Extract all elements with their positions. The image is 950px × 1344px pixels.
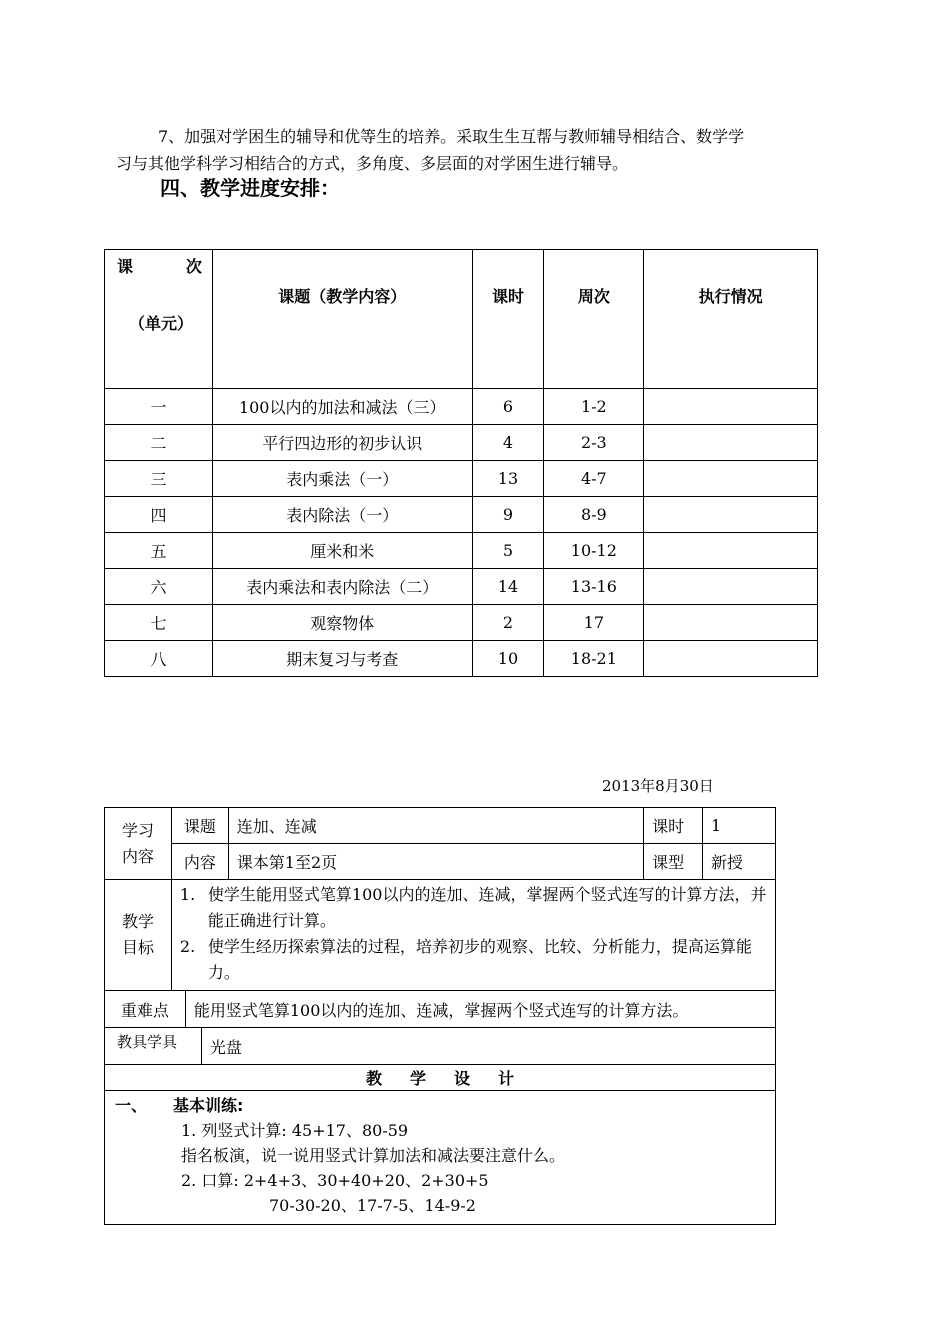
item-2-continued: 70-30-20、17-7-5、14-9-2 [269,1196,476,1215]
lesson-row-content [105,844,776,880]
cell-topic: 表内乘法（一） [212,461,472,497]
key-points-label: 重难点 [105,991,186,1028]
cell-hours: 13 [472,461,544,497]
cell-unit: 三 [105,461,213,497]
teaching-design-body [105,1091,776,1225]
tools-value: 光盘 [201,1028,775,1065]
design-char: 学 [409,1069,426,1088]
cell-unit: 四 [105,497,213,533]
schedule-row [105,569,818,605]
lesson-row-goals [105,880,776,991]
cell-hours: 4 [472,425,544,461]
intro-line-2: 习与其他学科学习相结合的方式，多角度、多层面的对学困生进行辅导。 [116,154,629,173]
study-label-1: 学习 [121,820,154,840]
cell-topic: 100以内的加法和减法（三） [212,389,472,425]
cell-status [644,425,818,461]
cell-status [644,533,818,569]
cell-weeks: 4-7 [544,461,644,497]
cell-topic: 表内除法（一） [212,497,472,533]
header-ke: 课 [117,257,134,276]
goal-number: 1. [179,885,196,904]
cell-weeks: 8-9 [544,497,644,533]
cell-hours: 2 [472,605,544,641]
cell-weeks: 13-16 [544,569,644,605]
goal-item [180,882,769,934]
cell-status [644,605,818,641]
goals-label-1: 教学 [121,912,154,931]
header-unit: （单元） [129,314,194,333]
cell-weeks: 2-3 [544,425,644,461]
goal-number: 2. [179,937,196,956]
schedule-row [105,533,818,569]
cell-status [644,497,818,533]
topic-label: 课题 [171,808,228,844]
study-label-2: 内容 [121,846,154,866]
cell-status [644,389,818,425]
lesson-row-tools [105,1028,776,1065]
cell-topic: 期末复习与考查 [212,641,472,677]
goals-label-2: 目标 [121,938,154,957]
intro-line-1: 7、加强对学困生的辅导和优等生的培养。采取生生互帮与教师辅导相结合、数学学 [158,127,745,146]
schedule-header-row [105,250,818,389]
hours-label: 课时 [644,808,703,844]
goal-text: 使学生经历探索算法的过程，培养初步的观察、比较、分析能力，提高运算能力。 [207,937,752,982]
hours-value: 1 [703,808,776,844]
header-topic: 课题（教学内容） [212,250,472,389]
item-2: 2. 口算: 2+4+3、30+40+20、2+30+5 [181,1171,489,1190]
cell-weeks: 10-12 [544,533,644,569]
section-1-title: 基本训练: [173,1096,244,1115]
section-heading: 四、教学进度安排： [160,176,340,200]
cell-status [644,641,818,677]
cell-hours: 9 [472,497,544,533]
cell-unit: 八 [105,641,213,677]
document-date: 2013年8月30日 [602,777,714,795]
header-hours: 课时 [472,250,544,389]
cell-topic: 观察物体 [212,605,472,641]
goals-content [171,880,775,991]
lesson-row-key [105,991,776,1028]
schedule-row [105,497,818,533]
goal-text: 使学生能用竖式笔算100以内的连加、连减，掌握两个竖式连写的计算方法，并能正确进行计算。 [207,885,767,930]
item-1-note: 指名板演，说一说用竖式计算加法和减法要注意什么。 [181,1146,566,1165]
goal-item [180,934,769,986]
key-points-value: 能用竖式笔算100以内的连加、连减，掌握两个竖式连写的计算方法。 [185,991,775,1028]
cell-status [644,461,818,497]
schedule-row [105,461,818,497]
study-content-label [105,808,172,880]
cell-unit: 一 [105,389,213,425]
design-char: 计 [498,1069,515,1088]
cell-hours: 10 [472,641,544,677]
content-value: 课本第1至2页 [228,844,643,880]
cell-hours: 6 [472,389,544,425]
cell-unit: 六 [105,569,213,605]
intro-paragraph [116,123,840,177]
header-ci: 次 [185,257,202,276]
design-char: 设 [454,1069,471,1088]
header-weeks: 周次 [544,250,644,389]
lesson-row-body [105,1091,776,1225]
cell-unit: 五 [105,533,213,569]
schedule-table [104,249,818,677]
header-unit-cell [105,250,213,389]
cell-topic: 厘米和米 [212,533,472,569]
cell-topic: 平行四边形的初步认识 [212,425,472,461]
cell-weeks: 1-2 [544,389,644,425]
item-1: 1. 列竖式计算: 45+17、80-59 [181,1121,409,1140]
design-char: 教 [365,1069,382,1088]
cell-unit: 七 [105,605,213,641]
type-label: 课型 [644,844,703,880]
cell-topic: 表内乘法和表内除法（二） [212,569,472,605]
tools-label: 教具学具 [105,1028,202,1065]
topic-value: 连加、连减 [228,808,643,844]
lesson-plan-table [104,807,776,1225]
cell-weeks: 17 [544,605,644,641]
goals-label [105,880,172,991]
header-status: 执行情况 [644,250,818,389]
section-1-number: 一、 [115,1096,148,1115]
cell-status [644,569,818,605]
schedule-row [105,605,818,641]
teaching-design-title [105,1065,776,1091]
cell-weeks: 18-21 [544,641,644,677]
content-label: 内容 [171,844,228,880]
type-value: 新授 [703,844,776,880]
cell-hours: 14 [472,569,544,605]
schedule-row [105,425,818,461]
cell-hours: 5 [472,533,544,569]
cell-unit: 二 [105,425,213,461]
schedule-row [105,389,818,425]
section-1-heading [115,1093,775,1118]
schedule-row [105,641,818,677]
lesson-row-topic [105,808,776,844]
lesson-row-design-title [105,1065,776,1091]
